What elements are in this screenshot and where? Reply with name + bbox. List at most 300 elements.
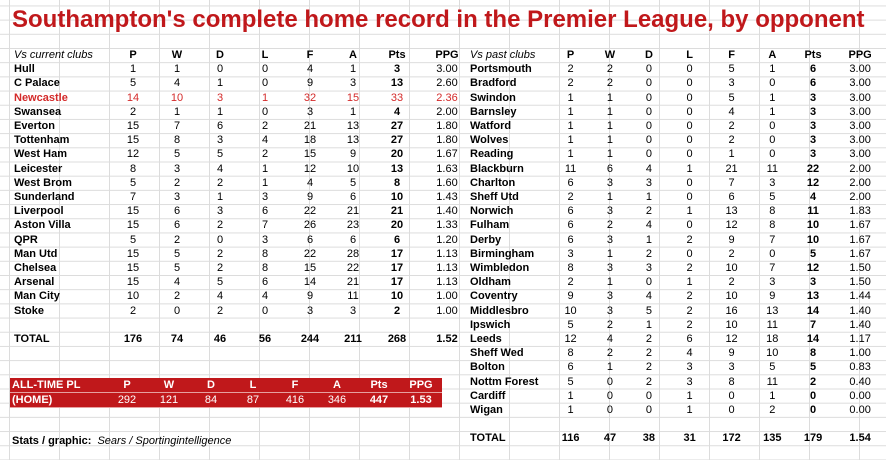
table-row — [468, 318, 886, 332]
table-row — [468, 176, 886, 190]
club-name: Derby — [470, 233, 502, 246]
cell-l: 2 — [261, 148, 269, 161]
cell-l: 1 — [686, 162, 693, 175]
cell-f: 12 — [725, 219, 738, 232]
cell-a: 0 — [769, 247, 776, 260]
cell-w: 1 — [606, 134, 614, 147]
cell-a: 8 — [769, 219, 776, 232]
cell-d: 4 — [645, 162, 652, 175]
club-name: Stoke — [14, 304, 44, 317]
cell-ppg: 1.50 — [849, 262, 871, 275]
total-p: 176 — [123, 333, 143, 346]
cell-d: 0 — [645, 148, 652, 161]
total-row — [12, 332, 474, 346]
cell-ppg: 1.20 — [436, 233, 458, 246]
table-header-row — [12, 48, 474, 62]
cell-l: 0 — [686, 219, 693, 232]
cell-w: 7 — [173, 120, 181, 133]
cell-d: 4 — [216, 162, 224, 175]
cell-ppg: 1.00 — [436, 290, 458, 303]
cell-p: 15 — [126, 247, 140, 260]
cell-pts: 13 — [390, 77, 404, 90]
cell-pts: 17 — [390, 247, 404, 260]
total-p: 116 — [561, 432, 580, 445]
cell-ppg: 2.00 — [849, 176, 871, 189]
cell-pts: 3 — [809, 120, 817, 133]
cell-w: 0 — [606, 389, 614, 402]
current-clubs-table — [12, 48, 474, 346]
cell-p: 5 — [567, 375, 574, 388]
cell-d: 4 — [216, 290, 224, 303]
club-name: Swindon — [470, 91, 516, 104]
table-row — [12, 76, 474, 90]
table-row — [468, 204, 886, 218]
cell-w: 0 — [606, 404, 614, 417]
table-row — [12, 105, 474, 119]
cell-pts: 6 — [809, 63, 817, 76]
cell-d: 2 — [216, 262, 224, 275]
cell-l: 2 — [686, 233, 693, 246]
table-row — [468, 389, 886, 403]
total-d: 46 — [213, 333, 227, 346]
cell-w: 1 — [173, 63, 181, 76]
cell-ppg: 3.00 — [849, 120, 871, 133]
cell-w: 6 — [173, 205, 181, 218]
all-time-record-box — [10, 378, 442, 408]
all-time-f: 416 — [274, 393, 316, 408]
table-row — [468, 289, 886, 303]
cell-p: 9 — [567, 290, 574, 303]
cell-w: 3 — [606, 176, 614, 189]
cell-l: 8 — [261, 262, 269, 275]
cell-ppg: 2.00 — [849, 191, 871, 204]
cell-f: 26 — [303, 219, 317, 232]
spacer-row — [468, 417, 886, 431]
cell-a: 1 — [769, 63, 776, 76]
cell-l: 0 — [686, 191, 693, 204]
cell-f: 9 — [728, 347, 735, 360]
section-header: Vs current clubs — [14, 49, 93, 61]
cell-p: 10 — [126, 290, 140, 303]
cell-w: 1 — [606, 361, 614, 374]
cell-pts: 6 — [809, 77, 817, 90]
cell-f: 10 — [725, 290, 738, 303]
col-header-w: W — [148, 378, 190, 393]
club-name: Chelsea — [14, 262, 57, 275]
cell-p: 5 — [129, 176, 137, 189]
cell-a: 5 — [769, 191, 776, 204]
club-name: Sheff Wed — [470, 347, 524, 360]
cell-pts: 3 — [809, 148, 817, 161]
cell-a: 11 — [766, 375, 778, 388]
table-row — [468, 275, 886, 289]
total-l: 56 — [258, 333, 272, 346]
cell-p: 1 — [567, 404, 574, 417]
cell-pts: 20 — [390, 219, 404, 232]
cell-p: 14 — [126, 91, 140, 104]
cell-a: 15 — [346, 91, 360, 104]
cell-l: 1 — [261, 176, 269, 189]
cell-ppg: 1.40 — [849, 318, 871, 331]
club-name: Leicester — [14, 162, 63, 175]
cell-pts: 6 — [393, 233, 401, 246]
table-row — [468, 62, 886, 76]
all-time-label: ALL-TIME PL — [10, 378, 106, 393]
total-ppg: 1.54 — [849, 432, 871, 445]
col-header-a: A — [768, 49, 777, 61]
col-header-l: L — [686, 49, 693, 61]
cell-pts: 17 — [390, 276, 404, 289]
col-header-ppg: PPG — [848, 49, 872, 61]
cell-pts: 20 — [390, 148, 404, 161]
cell-d: 1 — [645, 318, 652, 331]
cell-d: 0 — [645, 63, 652, 76]
cell-ppg: 1.33 — [436, 219, 458, 232]
total-f: 172 — [722, 432, 741, 445]
table-row — [468, 261, 886, 275]
cell-d: 0 — [216, 63, 224, 76]
cell-a: 2 — [769, 404, 776, 417]
cell-a: 7 — [769, 233, 776, 246]
cell-f: 9 — [728, 233, 735, 246]
table-row — [12, 275, 474, 289]
cell-l: 0 — [686, 120, 693, 133]
cell-l: 2 — [261, 120, 269, 133]
table-row — [12, 62, 474, 76]
cell-ppg: 1.50 — [849, 276, 871, 289]
cell-a: 0 — [769, 77, 776, 90]
cell-w: 6 — [173, 219, 181, 232]
cell-a: 13 — [766, 304, 779, 317]
cell-d: 1 — [645, 191, 652, 204]
cell-f: 3 — [728, 77, 735, 90]
cell-ppg: 3.00 — [849, 134, 871, 147]
total-row — [468, 431, 886, 445]
cell-a: 1 — [769, 91, 776, 104]
cell-ppg: 0.00 — [849, 389, 871, 402]
club-name: Barnsley — [470, 105, 517, 118]
col-header-pts: Pts — [358, 378, 400, 393]
cell-p: 5 — [129, 233, 137, 246]
cell-d: 3 — [645, 176, 652, 189]
cell-d: 3 — [216, 91, 224, 104]
cell-w: 0 — [606, 375, 614, 388]
club-name: Bradford — [470, 77, 517, 90]
cell-a: 5 — [349, 176, 357, 189]
cell-d: 2 — [216, 219, 224, 232]
cell-p: 8 — [129, 162, 137, 175]
table-row — [468, 233, 886, 247]
cell-l: 0 — [686, 63, 693, 76]
total-f: 244 — [300, 333, 320, 346]
cell-f: 10 — [725, 262, 738, 275]
club-name: Leeds — [470, 333, 502, 346]
club-name: Norwich — [470, 205, 514, 218]
cell-w: 2 — [606, 318, 614, 331]
cell-pts: 14 — [806, 304, 820, 317]
cell-d: 0 — [645, 91, 652, 104]
cell-pts: 8 — [393, 176, 401, 189]
cell-pts: 5 — [809, 247, 817, 260]
cell-f: 21 — [725, 162, 738, 175]
table-row — [12, 91, 474, 105]
home-label: (HOME) — [10, 393, 106, 408]
cell-w: 2 — [173, 290, 181, 303]
table-row — [12, 218, 474, 232]
cell-d: 0 — [645, 404, 652, 417]
cell-p: 1 — [567, 120, 574, 133]
cell-d: 0 — [645, 389, 652, 402]
table-row — [12, 247, 474, 261]
all-time-p: 292 — [106, 393, 148, 408]
cell-pts: 7 — [809, 318, 817, 331]
club-name: Oldham — [470, 276, 511, 289]
cell-w: 3 — [173, 191, 181, 204]
cell-f: 15 — [303, 262, 317, 275]
all-time-l: 87 — [232, 393, 274, 408]
table-row — [12, 176, 474, 190]
col-header-p: P — [106, 378, 148, 393]
cell-f: 2 — [728, 134, 735, 147]
cell-p: 1 — [567, 91, 574, 104]
cell-w: 8 — [173, 134, 181, 147]
total-pts: 268 — [387, 333, 407, 346]
cell-w: 1 — [606, 191, 614, 204]
cell-l: 0 — [686, 77, 693, 90]
cell-w: 3 — [606, 290, 614, 303]
cell-l: 0 — [261, 77, 269, 90]
cell-f: 4 — [728, 105, 735, 118]
cell-l: 0 — [686, 134, 693, 147]
cell-a: 9 — [769, 290, 776, 303]
cell-a: 1 — [769, 105, 776, 118]
cell-l: 3 — [686, 375, 693, 388]
club-name: Coventry — [470, 290, 518, 303]
cell-w: 2 — [606, 347, 614, 360]
cell-pts: 2 — [393, 304, 401, 317]
all-time-w: 121 — [148, 393, 190, 408]
cell-p: 2 — [567, 191, 574, 204]
cell-a: 0 — [769, 134, 776, 147]
table-row — [12, 162, 474, 176]
club-name: Bolton — [470, 361, 505, 374]
cell-a: 1 — [769, 389, 776, 402]
cell-p: 15 — [126, 120, 140, 133]
cell-a: 0 — [769, 120, 776, 133]
cell-f: 0 — [728, 404, 735, 417]
credit-source: Sears / Sportingintelligence — [97, 435, 232, 447]
cell-pts: 2 — [809, 375, 817, 388]
col-header-a: A — [316, 378, 358, 393]
cell-ppg: 1.80 — [436, 134, 458, 147]
cell-l: 7 — [261, 219, 269, 232]
cell-p: 6 — [567, 219, 574, 232]
table-row — [12, 261, 474, 275]
all-time-header-row — [10, 378, 442, 393]
cell-d: 2 — [645, 361, 652, 374]
club-name: Nottm Forest — [470, 375, 539, 388]
cell-w: 0 — [173, 304, 181, 317]
cell-a: 8 — [769, 205, 776, 218]
cell-ppg: 1.80 — [436, 120, 458, 133]
table-row — [468, 105, 886, 119]
cell-d: 5 — [645, 304, 652, 317]
club-name: Hull — [14, 63, 35, 76]
cell-l: 2 — [686, 304, 693, 317]
cell-p: 2 — [129, 105, 137, 118]
cell-ppg: 1.83 — [849, 205, 871, 218]
table-row — [468, 119, 886, 133]
cell-p: 1 — [567, 105, 574, 118]
cell-p: 8 — [567, 262, 574, 275]
cell-w: 10 — [170, 91, 184, 104]
cell-w: 3 — [173, 162, 181, 175]
cell-a: 10 — [346, 162, 360, 175]
cell-a: 13 — [346, 134, 360, 147]
cell-pts: 4 — [393, 105, 401, 118]
club-name: Sunderland — [14, 191, 75, 204]
cell-l: 0 — [686, 91, 693, 104]
cell-d: 1 — [216, 105, 224, 118]
cell-d: 6 — [216, 120, 224, 133]
cell-ppg: 2.00 — [849, 162, 871, 175]
cell-d: 2 — [216, 176, 224, 189]
cell-w: 4 — [606, 333, 614, 346]
cell-l: 2 — [686, 262, 693, 275]
total-ppg: 1.52 — [436, 333, 458, 346]
table-row — [12, 119, 474, 133]
cell-w: 5 — [173, 262, 181, 275]
club-name: QPR — [14, 233, 38, 246]
club-name: Arsenal — [14, 276, 55, 289]
cell-l: 4 — [686, 347, 693, 360]
cell-l: 2 — [686, 318, 693, 331]
cell-pts: 11 — [807, 205, 819, 218]
all-time-ppg: 1.53 — [400, 393, 442, 408]
club-name: Charlton — [470, 176, 516, 189]
cell-p: 6 — [567, 205, 574, 218]
cell-w: 2 — [606, 63, 614, 76]
cell-l: 0 — [261, 63, 269, 76]
col-header-p: P — [566, 49, 575, 61]
cell-ppg: 1.60 — [436, 176, 458, 189]
club-name: Wimbledon — [470, 262, 530, 275]
club-name: Portsmouth — [470, 63, 532, 76]
cell-pts: 0 — [809, 404, 817, 417]
cell-p: 3 — [567, 247, 574, 260]
cell-f: 15 — [303, 148, 317, 161]
cell-pts: 22 — [806, 162, 820, 175]
cell-f: 22 — [303, 205, 317, 218]
page-title: Southampton's complete home record in the Premier League, by opponent — [12, 6, 865, 33]
club-name: Blackburn — [470, 162, 524, 175]
table-row — [12, 147, 474, 161]
cell-a: 11 — [766, 162, 778, 175]
cell-d: 2 — [216, 247, 224, 260]
total-label: TOTAL — [470, 432, 506, 445]
cell-p: 2 — [129, 304, 137, 317]
table-row — [468, 133, 886, 147]
total-w: 47 — [603, 432, 617, 445]
cell-w: 1 — [606, 120, 614, 133]
cell-a: 3 — [769, 276, 776, 289]
table-row — [468, 91, 886, 105]
cell-a: 28 — [346, 247, 360, 260]
cell-d: 3 — [216, 205, 224, 218]
cell-d: 0 — [216, 233, 224, 246]
col-header-l: L — [232, 378, 274, 393]
cell-a: 6 — [349, 233, 357, 246]
cell-a: 18 — [766, 333, 779, 346]
cell-p: 2 — [567, 63, 574, 76]
cell-a: 23 — [346, 219, 360, 232]
club-name: West Brom — [14, 176, 72, 189]
cell-w: 2 — [606, 77, 614, 90]
cell-p: 10 — [564, 304, 577, 317]
col-header-a: A — [349, 49, 357, 61]
cell-pts: 13 — [806, 290, 820, 303]
cell-l: 1 — [686, 389, 693, 402]
cell-f: 2 — [728, 247, 735, 260]
cell-p: 7 — [129, 191, 137, 204]
credit-line — [12, 435, 231, 447]
club-name: Cardiff — [470, 389, 506, 402]
cell-a: 11 — [766, 318, 778, 331]
club-name: Swansea — [14, 105, 62, 118]
cell-ppg: 3.00 — [849, 105, 871, 118]
total-pts: 179 — [803, 432, 823, 445]
table-header-row — [468, 48, 886, 62]
cell-l: 6 — [261, 276, 269, 289]
cell-ppg: 1.67 — [849, 233, 871, 246]
cell-l: 1 — [686, 404, 693, 417]
table-row — [468, 375, 886, 389]
cell-pts: 0 — [809, 389, 817, 402]
table-row — [12, 133, 474, 147]
cell-ppg: 2.36 — [436, 91, 458, 104]
cell-ppg: 0.00 — [849, 404, 871, 417]
cell-p: 2 — [567, 276, 574, 289]
cell-ppg: 1.63 — [436, 162, 458, 175]
cell-f: 2 — [728, 120, 735, 133]
cell-ppg: 3.00 — [849, 91, 871, 104]
cell-p: 12 — [126, 148, 140, 161]
cell-d: 5 — [216, 276, 224, 289]
cell-w: 5 — [173, 148, 181, 161]
cell-p: 15 — [126, 134, 140, 147]
cell-pts: 10 — [390, 191, 404, 204]
cell-l: 0 — [261, 105, 269, 118]
cell-ppg: 1.44 — [849, 290, 871, 303]
cell-p: 1 — [129, 63, 137, 76]
cell-d: 2 — [216, 304, 224, 317]
spacer-cell — [468, 417, 886, 431]
cell-d: 5 — [216, 148, 224, 161]
cell-f: 2 — [728, 276, 735, 289]
past-clubs-table — [468, 48, 886, 446]
col-header-w: W — [604, 49, 616, 61]
club-name: Fulham — [470, 219, 510, 232]
cell-l: 3 — [261, 233, 269, 246]
cell-l: 1 — [261, 91, 269, 104]
cell-f: 13 — [725, 205, 738, 218]
table-row — [12, 190, 474, 204]
cell-d: 1 — [645, 233, 652, 246]
cell-d: 3 — [645, 262, 652, 275]
cell-p: 8 — [567, 347, 574, 360]
cell-w: 4 — [173, 77, 181, 90]
cell-f: 8 — [728, 375, 735, 388]
